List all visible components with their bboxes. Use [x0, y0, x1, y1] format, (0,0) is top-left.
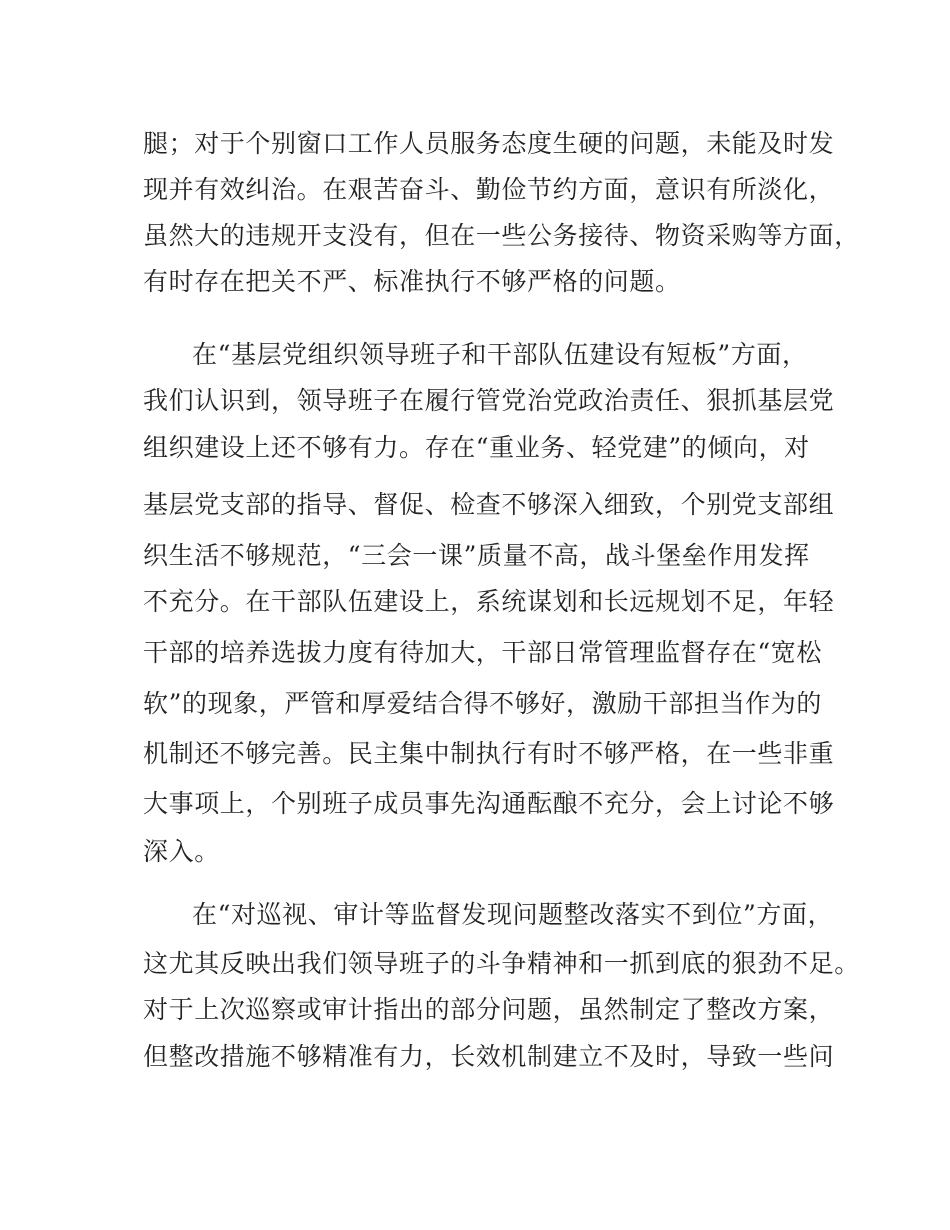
text-line: 组织建设上还不够有力。存在“重业务、轻党建”的倾向，对: [143, 433, 810, 462]
text-line: 机制还不够完善。民主集中制执行有时不够严格，在一些非重: [143, 739, 835, 768]
text-line: 我们认识到，领导班子在履行管党治党政治责任、狠抓基层党: [143, 386, 835, 415]
text-line: 腿；对于个别窗口工作人员服务态度生硬的问题，未能及时发: [143, 129, 835, 158]
text-line: 有时存在把关不严、标准执行不够严格的问题。: [143, 267, 681, 296]
text-line: 织生活不够规范，“三会一课”质量不高，战斗堡垒作用发挥: [143, 541, 810, 570]
text-line: 在“对巡视、审计等监督发现问题整改落实不到位”方面，: [192, 900, 834, 929]
text-line: 这尤其反映出我们领导班子的斗争精神和一抓到底的狠劲不足。: [143, 949, 860, 978]
text-line: 干部的培养选拔力度有待加大，干部日常管理监督存在“宽松: [143, 638, 822, 667]
text-line: 基层党支部的指导、督促、检查不够深入细致，个别党支部组: [143, 490, 835, 519]
text-line: 大事项上，个别班子成员事先沟通酝酿不充分，会上讨论不够: [143, 789, 835, 818]
text-line: 对于上次巡察或审计指出的部分问题，虽然制定了整改方案，: [143, 995, 835, 1024]
text-line: 深入。: [143, 837, 220, 866]
text-line: 虽然大的违规开支没有，但在一些公务接待、物资采购等方面，: [143, 221, 860, 250]
text-line: 在“基层党组织领导班子和干部队伍建设有短板”方面，: [192, 340, 808, 369]
text-line: 但整改措施不够精准有力，长效机制建立不及时，导致一些问: [143, 1042, 835, 1071]
text-line: 不充分。在干部队伍建设上，系统谋划和长远规划不足，年轻: [143, 587, 835, 616]
text-line: 现并有效纠治。在艰苦奋斗、勤俭节约方面，意识有所淡化，: [143, 175, 835, 204]
text-line: 软”的现象，严管和厚爱结合得不够好，激励干部担当作为的: [143, 689, 822, 718]
